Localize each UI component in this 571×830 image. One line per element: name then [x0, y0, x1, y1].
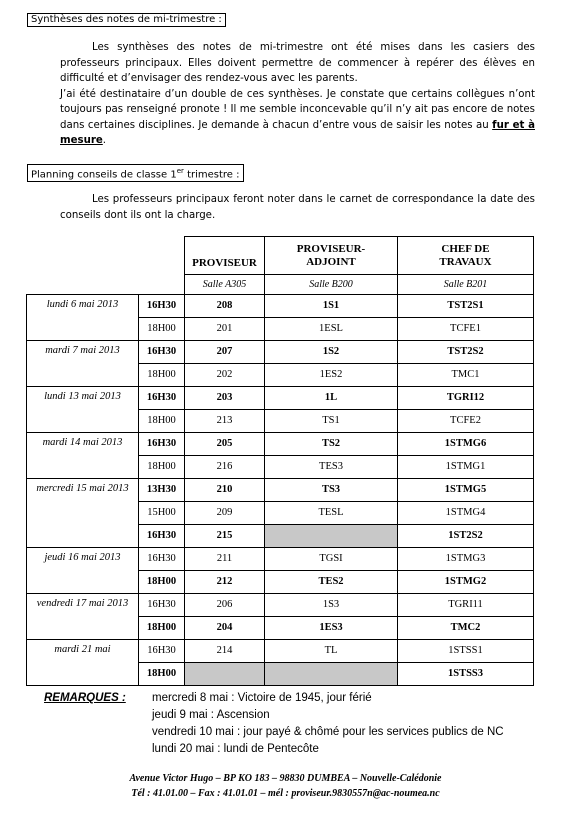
- room-proviseur-adjoint: Salle B200: [265, 275, 398, 295]
- header-proviseur-adjoint: [265, 237, 398, 275]
- room-chef-de-travaux: Salle B201: [398, 275, 534, 295]
- chef-de-travaux-cell: 1STSS3: [398, 662, 534, 685]
- time-cell: 16H30: [139, 524, 185, 547]
- table-row: [27, 639, 534, 662]
- time-cell: 18H00: [139, 570, 185, 593]
- header-proviseur: [185, 237, 265, 275]
- header-proviseur-name: PROVISEUR: [192, 257, 257, 269]
- remark-item: jeudi 9 mai : Ascension: [152, 709, 270, 721]
- chef-de-travaux-cell: TST2S2: [398, 340, 534, 363]
- date-cell: vendredi 17 mai 2013: [27, 593, 139, 639]
- planning-title-text: Planning conseils de classe 1: [31, 169, 177, 181]
- syntheses-paragraph-2: [60, 87, 535, 149]
- chef-de-travaux-cell: TMC1: [398, 363, 534, 386]
- proviseur-cell: 214: [185, 639, 265, 662]
- table-row: [27, 432, 534, 455]
- proviseur-cell: 202: [185, 363, 265, 386]
- time-cell: 16H30: [139, 340, 185, 363]
- room-proviseur: Salle A305: [185, 275, 265, 295]
- time-cell: 16H30: [139, 432, 185, 455]
- proviseur-cell: 209: [185, 501, 265, 524]
- chef-de-travaux-cell: 1STMG6: [398, 432, 534, 455]
- proviseur-cell: 201: [185, 317, 265, 340]
- remarks-label: REMARQUES :: [44, 692, 126, 704]
- date-cell: mardi 21 mai: [27, 639, 139, 685]
- planning-intro-text: Les professeurs principaux feront noter dans le carnet de correspondance la date des conseils dont ils ont la charge.: [60, 194, 535, 221]
- proviseur-adjoint-cell: 1ESL: [265, 317, 398, 340]
- chef-de-travaux-cell: 1ST2S2: [398, 524, 534, 547]
- planning-table: [26, 236, 534, 686]
- proviseur-adjoint-cell: 1L: [265, 386, 398, 409]
- table-row: [27, 294, 534, 317]
- proviseur-cell: 205: [185, 432, 265, 455]
- header-blank-time: [139, 237, 185, 275]
- proviseur-cell: 207: [185, 340, 265, 363]
- proviseur-cell: 210: [185, 478, 265, 501]
- date-cell: lundi 6 mai 2013: [27, 294, 139, 340]
- proviseur-adjoint-cell: TESL: [265, 501, 398, 524]
- proviseur-adjoint-cell: TES2: [265, 570, 398, 593]
- remark-item: vendredi 10 mai : jour payé & chômé pour les services publics de NC: [152, 726, 504, 738]
- footer-address: Avenue Victor Hugo – BP KO 183 – 98830 DUMBEA – Nouvelle-Calédonie: [129, 773, 442, 784]
- syntheses-text: [60, 40, 535, 149]
- chef-de-travaux-cell: TGRI11: [398, 593, 534, 616]
- time-cell: 18H00: [139, 363, 185, 386]
- table-row: [27, 340, 534, 363]
- proviseur-cell: 204: [185, 616, 265, 639]
- header-blank-date: [27, 237, 139, 275]
- time-cell: 16H30: [139, 294, 185, 317]
- time-cell: 18H00: [139, 616, 185, 639]
- chef-de-travaux-cell: 1STMG4: [398, 501, 534, 524]
- proviseur-cell: 215: [185, 524, 265, 547]
- emphasis-fur-et-a-mesure: fur et à mesure: [60, 119, 535, 146]
- time-cell: 18H00: [139, 455, 185, 478]
- chef-de-travaux-cell: 1STMG2: [398, 570, 534, 593]
- time-cell: 16H30: [139, 593, 185, 616]
- remark-item: lundi 20 mai : lundi de Pentecôte: [152, 743, 319, 755]
- proviseur-cell: 206: [185, 593, 265, 616]
- planning-body: [27, 294, 534, 685]
- section-title-planning: [27, 164, 244, 182]
- table-row: [27, 547, 534, 570]
- proviseur-adjoint-cell: TS2: [265, 432, 398, 455]
- date-cell: lundi 13 mai 2013: [27, 386, 139, 432]
- chef-de-travaux-cell: 1STMG1: [398, 455, 534, 478]
- date-cell: jeudi 16 mai 2013: [27, 547, 139, 593]
- header-chef-de-travaux-name: CHEF DE TRAVAUX: [439, 242, 492, 268]
- proviseur-cell: [185, 662, 265, 685]
- syntheses-paragraph-1: Les synthèses des notes de mi-trimestre ont été mises dans les casiers des professeurs principaux. Elles doivent permettre de commencer à repérer des élèves en difficulté et d’envisager des rendez-vous avec les parents.: [60, 42, 535, 84]
- proviseur-cell: 208: [185, 294, 265, 317]
- proviseur-adjoint-cell: TES3: [265, 455, 398, 478]
- chef-de-travaux-cell: TCFE1: [398, 317, 534, 340]
- planning-title-sup: er: [176, 167, 184, 175]
- proviseur-adjoint-cell: 1ES3: [265, 616, 398, 639]
- chef-de-travaux-cell: 1STSS1: [398, 639, 534, 662]
- chef-de-travaux-cell: TST2S1: [398, 294, 534, 317]
- syntheses-paragraph-2-text: J’ai été destinataire d’un double de ces synthèses. Je constate que certains collègues n’ont toujours pas renseigné pronote ! Il me semble inconcevable qu’il n’y ait pas encore de notes dans certaines disciplines. Je demande à chacun d’entre vous de saisir les notes au: [60, 88, 535, 131]
- footer-contact: Tél : 41.01.00 – Fax : 41.01.01 – mél : proviseur.9830557n@ac-noumea.nc: [131, 788, 440, 799]
- time-cell: 16H30: [139, 639, 185, 662]
- date-cell: mercredi 15 mai 2013: [27, 478, 139, 547]
- proviseur-adjoint-cell: TS1: [265, 409, 398, 432]
- date-cell: mardi 14 mai 2013: [27, 432, 139, 478]
- proviseur-adjoint-cell: 1S3: [265, 593, 398, 616]
- proviseur-cell: 213: [185, 409, 265, 432]
- header-proviseur-adjoint-name: PROVISEUR-ADJOINT: [296, 242, 366, 268]
- time-cell: 16H30: [139, 547, 185, 570]
- header-chef-de-travaux: [398, 237, 534, 275]
- time-cell: 13H30: [139, 478, 185, 501]
- header-blank-time-room: [139, 275, 185, 295]
- time-cell: 18H00: [139, 317, 185, 340]
- header-blank-date-room: [27, 275, 139, 295]
- proviseur-adjoint-cell: TGSI: [265, 547, 398, 570]
- proviseur-cell: 212: [185, 570, 265, 593]
- proviseur-cell: 216: [185, 455, 265, 478]
- chef-de-travaux-cell: TMC2: [398, 616, 534, 639]
- time-cell: 18H00: [139, 662, 185, 685]
- proviseur-adjoint-cell: TS3: [265, 478, 398, 501]
- proviseur-cell: 203: [185, 386, 265, 409]
- section-title-syntheses: Synthèses des notes de mi-trimestre :: [27, 13, 226, 27]
- table-row: [27, 478, 534, 501]
- chef-de-travaux-cell: 1STMG3: [398, 547, 534, 570]
- remarks-list: [152, 690, 504, 758]
- time-cell: 15H00: [139, 501, 185, 524]
- date-cell: mardi 7 mai 2013: [27, 340, 139, 386]
- time-cell: 18H00: [139, 409, 185, 432]
- proviseur-adjoint-cell: [265, 662, 398, 685]
- planning-title-end: trimestre :: [183, 169, 240, 181]
- proviseur-adjoint-cell: 1ES2: [265, 363, 398, 386]
- proviseur-adjoint-cell: 1S2: [265, 340, 398, 363]
- time-cell: 16H30: [139, 386, 185, 409]
- table-row: [27, 386, 534, 409]
- syntheses-paragraph-2-end: .: [102, 135, 107, 146]
- proviseur-cell: 211: [185, 547, 265, 570]
- planning-intro: [60, 192, 535, 223]
- remark-item: mercredi 8 mai : Victoire de 1945, jour férié: [152, 692, 372, 704]
- proviseur-adjoint-cell: TL: [265, 639, 398, 662]
- chef-de-travaux-cell: TGRI12: [398, 386, 534, 409]
- chef-de-travaux-cell: TCFE2: [398, 409, 534, 432]
- table-row: [27, 593, 534, 616]
- chef-de-travaux-cell: 1STMG5: [398, 478, 534, 501]
- proviseur-adjoint-cell: 1S1: [265, 294, 398, 317]
- proviseur-adjoint-cell: [265, 524, 398, 547]
